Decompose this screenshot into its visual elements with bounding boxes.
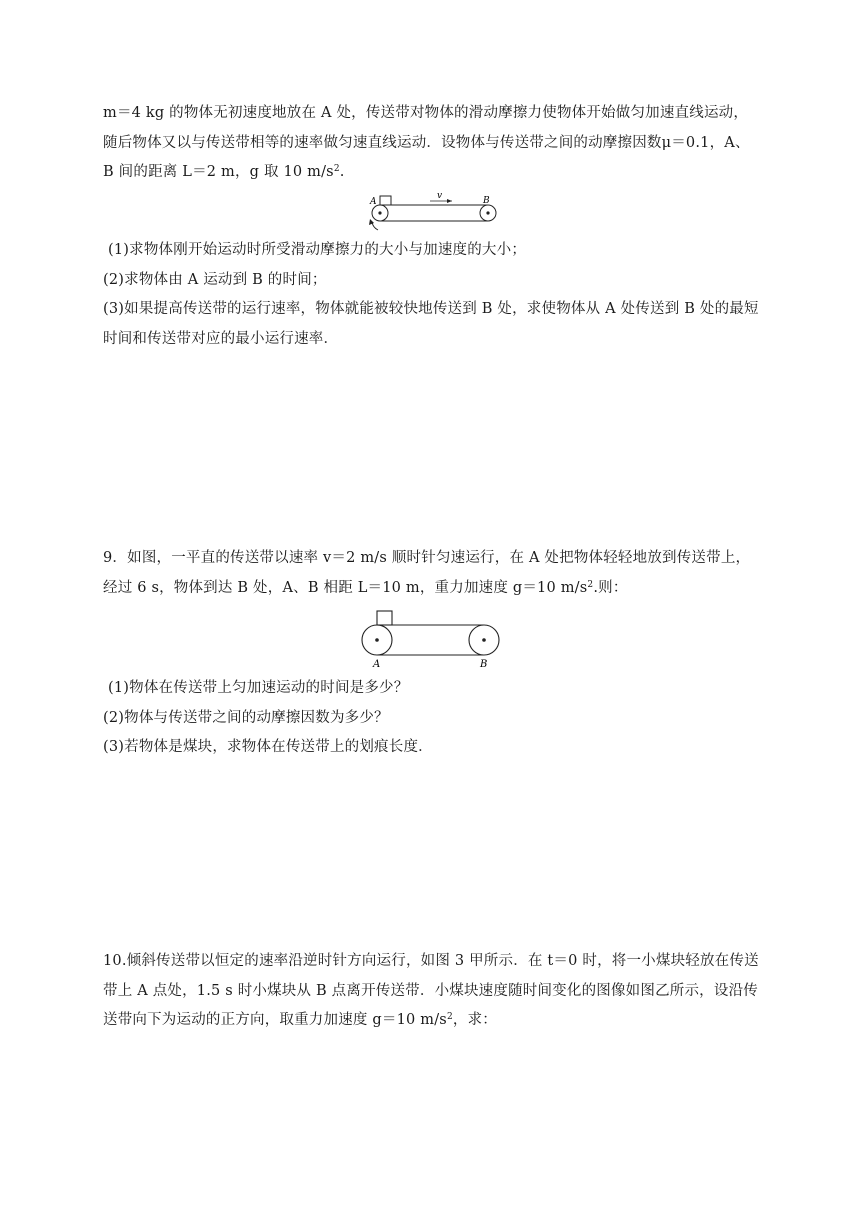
block-icon: [377, 611, 392, 625]
q9-part-2: (2)物体与传送带之间的动摩擦因数为多少？: [103, 710, 389, 726]
q8-intro-line-3-sup: 2: [333, 164, 340, 174]
q9-line-2-end: .则：: [593, 580, 628, 596]
conveyor-figure-2: [360, 608, 502, 670]
fig1-label-b: B: [483, 196, 490, 206]
q10-line-1: 10.倾斜传送带以恒定的速率沿逆时针方向运行，如图 3 甲所示．在 t＝0 时，将一小煤块轻放在传送: [103, 953, 759, 969]
q8-intro-line-3-text: B 间的距离 L＝2 m，g 取 10 m/s: [103, 164, 334, 180]
q9-part-1: (1)物体在传送带上匀加速运动的时间是多少？: [108, 680, 409, 696]
fig1-label-v: v: [437, 191, 443, 201]
q9-line-2-text: 经过 6 s，物体到达 B 处，A、B 相距 L＝10 m，重力加速度 g＝10 m/s: [103, 580, 588, 596]
q8-intro-line-3-end: .: [339, 164, 345, 180]
q10-line-3: [103, 1010, 497, 1030]
q8-part-2: (2)求物体由 A 运动到 B 的时间；: [103, 272, 327, 288]
q10-line-2: 带上 A 点处，1.5 s 时小煤块从 B 点离开传送带．小煤块速度随时间变化的图像如图乙所示，设沿传: [103, 983, 758, 999]
conveyor-figure-1: [362, 190, 502, 234]
q10-line-3-sup: 2: [446, 1012, 453, 1022]
fig2-label-a: A: [373, 659, 381, 670]
block-icon: [380, 196, 391, 205]
q8-part-1: (1)求物体刚开始运动时所受滑动摩擦力的大小与加速度的大小；: [108, 242, 527, 258]
fig1-label-a: A: [370, 197, 377, 207]
q9-line-2-sup: 2: [587, 580, 594, 590]
q9-line-2: [103, 578, 628, 598]
q10-line-3-end: ，求：: [452, 1012, 497, 1028]
q8-part-3-line-1: (3)如果提高传送带的运行速率，物体就能被较快地传送到 B 处，求使物体从 A 处传送到 B 处的最短: [103, 301, 759, 317]
q8-intro-line-2: 随后物体又以与传送带相等的速率做匀速直线运动．设物体与传送带之间的动摩擦因数μ＝0.1，A、: [103, 135, 750, 151]
q8-intro-line-3: [103, 162, 345, 182]
q9-part-3: (3)若物体是煤块，求物体在传送带上的划痕长度．: [103, 739, 433, 755]
fig2-label-b: B: [480, 659, 488, 670]
q8-intro-line-1: m＝4 kg 的物体无初速度地放在 A 处，传送带对物体的滑动摩擦力使物体开始做匀加速直线运动，: [103, 105, 749, 121]
q8-part-3-line-2: 时间和传送带对应的最小运行速率．: [103, 331, 339, 347]
q9-line-1: 9．如图，一平直的传送带以速率 v＝2 m/s 顺时针匀速运行，在 A 处把物体轻轻地放到传送带上，: [103, 550, 751, 566]
q10-line-3-text: 送带向下为运动的正方向，取重力加速度 g＝10 m/s: [103, 1012, 447, 1028]
